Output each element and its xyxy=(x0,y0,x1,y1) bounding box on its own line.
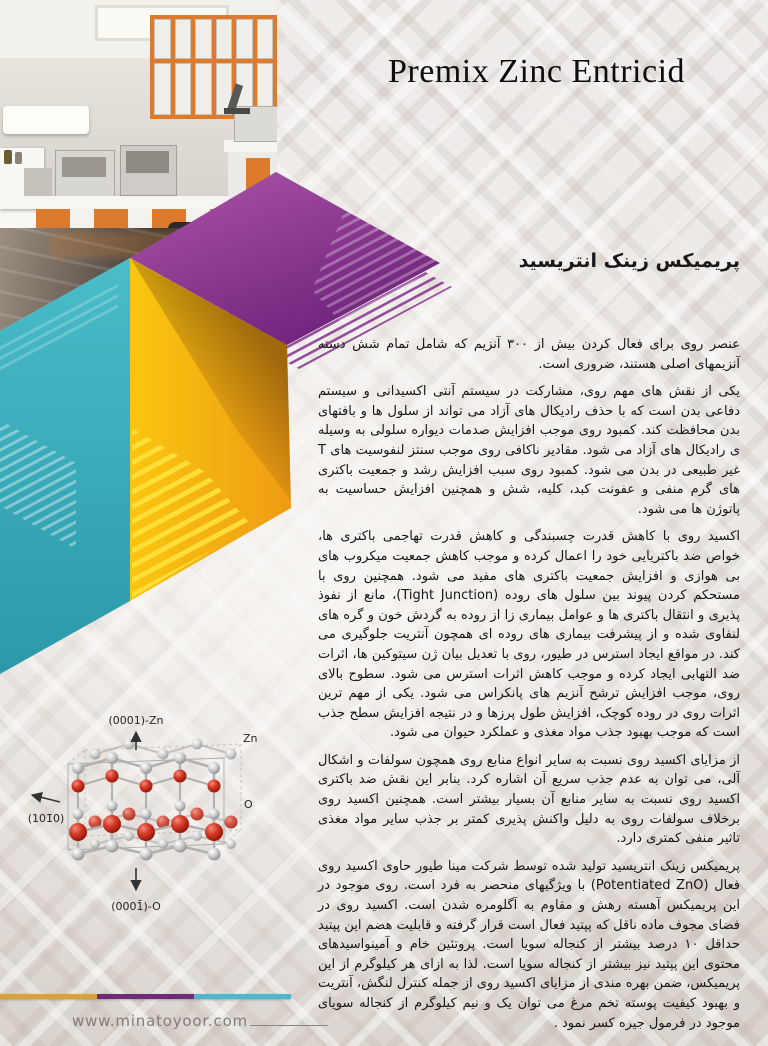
page-subtitle-farsi: پریمیکس زینک انتریسید xyxy=(518,250,740,272)
paragraph-product-description: پریمیکس زینک انتریسید تولید شده توسط شرکت مینا طیور حاوی اکسید روی فعال (Potentiated ZnO) با ویژگیهای منحصر به فرد است. روی موجود در این پریمیکس آهسته رهش و مقاوم به آگلومره شدن است. اکسید روی در فضای مجوف ماده ناقل که پپتید فعال است قرار گرفته و قابلیت هضم این پپتید حداقل ۱۰ درصد بیشتر از کنجاله سویا است. پروتئین خام و آمینواسیدهای محتوی این پپتید نیز بیشتر از کنجاله سویا است. لذا به ازای هر کیلوگرم از این پریمیکس، ضمن بهره مندی از مزایای اکسید روی از جمله کنترل لنگش، آنتریت و بهبود کیفیت پوسته تخم مرغ می توان یک و نیم کیلوگرم از کنجاله سویای موجود در فرمول جیره کسر نمود . xyxy=(318,858,740,1031)
diagram-bottom-label: (0001̄)-O xyxy=(111,900,161,913)
footer-bar-orange-segment xyxy=(0,994,97,999)
footer-bar-purple-segment xyxy=(97,994,194,999)
diagram-o-label: O xyxy=(244,798,253,811)
zno-crystal-structure-diagram xyxy=(16,698,281,928)
footer-bar-teal-segment xyxy=(194,994,291,999)
left-arrow-icon xyxy=(32,795,60,802)
paragraph-zinc-oxide-advantages: از مزایای اکسید روی نسبت به سایر انواع منابع روی همچون سولفات و اشکال آلی، می توان به عدم جذب سریع آن اشاره کرد. بنابر این نقش ضد باکتری اکسید روی نسبت به سایر منابع آن بسیار بیشتر است. همچنین اکسید روی برخلاف سولفات روی به دلیل واکنش پذیری کمتر بر جذب سایر مواد مغذی تاثیر منفی کمتری دارد. xyxy=(318,752,740,847)
website-link-row xyxy=(72,1012,328,1030)
paragraph-intro: عنصر روی برای فعال کردن بیش از ۳۰۰ آنزیم که شامل تمام شش دسته آنزیمهای اصلی هستند، ضروری است. xyxy=(318,337,740,372)
diagram-left-label: (101̄0) xyxy=(27,812,65,825)
paragraph-zinc-oxide-effects: اکسید روی با کاهش قدرت چسبندگی و کاهش قدرت تهاجمی باکتری ها، خواص ضد باکتریایی خود را اعمال کرده و موجب کاهش جمعیت میکروب های بی هوازی و افزایش جمعیت باکتری های مفید می شود. همچنین روی با مستحکم کردن پیوند بین سلول های روده (Tight Junction)، مانع از نفوذ پذیری و انتقال باکتری ها و عوامل بیماری زا از روده به گردش خون و گره های لنفاوی شده و از پیشرفت بیماری های روده ای همچون آنتریت جلوگیری می کند. در مواقع ایجاد استرس در طیور، روی با تعدیل بیان ژن سیتوکین ها، اثرات ضد التهابی ایجاد کرده و موجب کاهش اثرات استرس می شود. سطوح بالای روی، موجب افزایش ترشح آنزیم های پانکراس می شود. یکی از مهم ترین اثرات روی در روده کوچک، افزایش طول پرزها و در نتیجه افزایش سطح جذب است که موجب بهبود جذب مواد مغذی و عملکرد حیوان می شود. xyxy=(318,529,740,741)
paragraph-immune-role: یکی از نقش های مهم روی، مشارکت در سیستم آنتی اکسیدانی و سیستم دفاعی بدن است که با حذف رادیکال های آزاد می تواند از سلول ها و بافتهای بدن محافظت کند. کمبود روی موجب افزایش صدمات دیواره سلولی به وسیله ی رادیکال های آزاد می شود. مقادیر ناکافی روی موجب سنتز لنفوسیت های T غیر طبیعی در بدن می شود. کمبود روی سبب افزایش رشد و جمعیت باکتری های گرم منفی و عفونت کبد، کلیه، شش و همچنین افزایش حساسیت به پاتوژن ها می شود. xyxy=(318,384,740,517)
diagram-zn-label: Zn xyxy=(243,732,258,745)
page-title: Premix Zinc Entricid xyxy=(388,53,686,90)
body-text xyxy=(318,335,740,1041)
website-underline xyxy=(250,1025,328,1026)
footer-color-bar xyxy=(0,994,291,999)
diagram-top-label: (0001)-Zn xyxy=(108,714,164,727)
website-link[interactable]: www.minatoyoor.com xyxy=(72,1012,248,1030)
axis-arrows xyxy=(32,732,136,890)
